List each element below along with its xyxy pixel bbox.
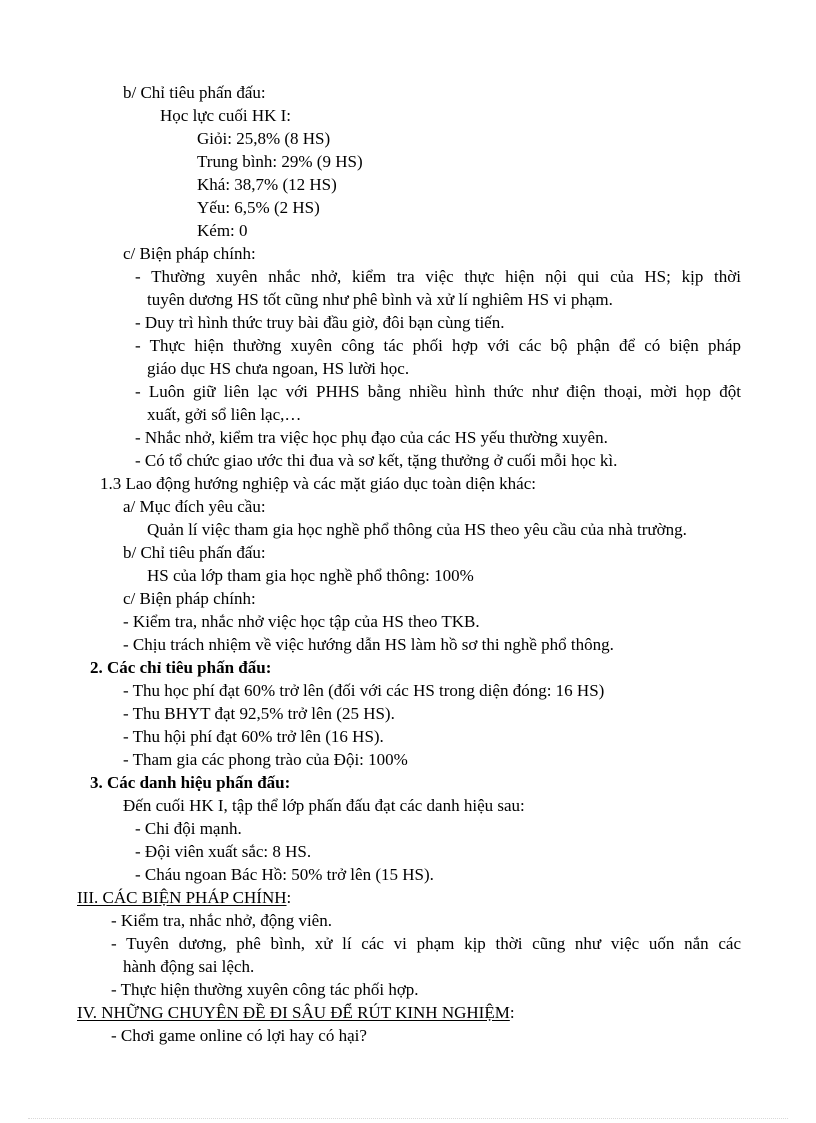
section-1-3-heading: 1.3 Lao động hướng nghiệp và các mặt giáo dục toàn diện khác: (100, 474, 536, 493)
academic-heading: Học lực cuối HK I: (160, 106, 292, 125)
section-iv-heading (77, 1002, 515, 1024)
title-item: - Đội viên xuất sắc: 8 HS. (135, 842, 312, 861)
section-3-heading: 3. Các danh hiệu phấn đấu: (90, 773, 291, 792)
measure-line: giáo dục HS chưa ngoan, HS lười học. (147, 359, 410, 378)
measure-line: - Kiểm tra, nhắc nhở, động viên. (111, 911, 332, 930)
measure-line: xuất, gởi sổ liên lạc,… (147, 405, 302, 424)
measure-line: tuyên dương HS tốt cũng như phê bình và xử lí nghiêm HS vi phạm. (147, 290, 613, 309)
measure-line: - Luôn giữ liên lạc với PHHS bằng nhiều hình thức như điện thoại, mời họp đột (135, 382, 741, 401)
titles-intro: Đến cuối HK I, tập thể lớp phấn đấu đạt các danh hiệu sau: (123, 796, 525, 815)
grade-weak: Yếu: 6,5% (2 HS) (197, 198, 320, 217)
measure-line: - Chịu trách nhiệm về việc hướng dẫn HS làm hồ sơ thi nghề phổ thông. (123, 635, 614, 654)
topic-item: - Chơi game online có lợi hay có hại? (111, 1026, 367, 1045)
measure-line: - Thường xuyên nhắc nhở, kiểm tra việc thực hiện nội qui của HS; kịp thời (135, 267, 741, 286)
targets-heading: b/ Chỉ tiêu phấn đấu: (123, 83, 266, 102)
measure-line: - Tuyên dương, phê bình, xử lí các vi phạm kịp thời cũng như việc uốn nắn các (111, 934, 741, 953)
section-iii-heading (77, 887, 291, 909)
measures-heading: c/ Biện pháp chính: (123, 244, 256, 263)
measure-line: - Có tổ chức giao ước thi đua và sơ kết, tặng thưởng ở cuối mỗi học kì. (135, 451, 618, 470)
measure-line: - Kiểm tra, nhắc nhở việc học tập của HS theo TKB. (123, 612, 480, 631)
target-item: - Thu hội phí đạt 60% trở lên (16 HS). (123, 727, 384, 746)
target-item: - Tham gia các phong trào của Đội: 100% (123, 750, 408, 769)
target-item: - Thu BHYT đạt 92,5% trở lên (25 HS). (123, 704, 395, 723)
measure-line: - Duy trì hình thức truy bài đầu giờ, đôi bạn cùng tiến. (135, 313, 505, 332)
purpose-text: Quản lí việc tham gia học nghề phổ thông của HS theo yêu cầu của nhà trường. (147, 520, 687, 539)
targets-heading: b/ Chỉ tiêu phấn đấu: (123, 543, 266, 562)
grade-poor: Kém: 0 (197, 221, 248, 240)
title-item: - Cháu ngoan Bác Hồ: 50% trở lên (15 HS). (135, 865, 434, 884)
grade-average: Trung bình: 29% (9 HS) (197, 152, 363, 171)
measure-line: hành động sai lệch. (123, 957, 255, 976)
page-bottom-divider (28, 1118, 788, 1119)
section-iii-heading-colon: : (286, 888, 292, 907)
measure-line: - Thực hiện thường xuyên công tác phối hợp. (111, 980, 419, 999)
grade-excellent: Giỏi: 25,8% (8 HS) (197, 129, 331, 148)
section-iv-heading-colon: : (509, 1003, 515, 1022)
measure-line: - Nhắc nhở, kiểm tra việc học phụ đạo của các HS yếu thường xuyên. (135, 428, 608, 447)
grade-good: Khá: 38,7% (12 HS) (197, 175, 337, 194)
section-iv-heading-text: IV. NHỮNG CHUYÊN ĐỀ ĐI SÂU ĐỂ RÚT KINH NGHIỆM (77, 1003, 510, 1022)
measure-line: - Thực hiện thường xuyên công tác phối hợp với các bộ phận để có biện pháp (135, 336, 741, 355)
target-item: - Thu học phí đạt 60% trở lên (đối với các HS trong diện đóng: 16 HS) (123, 681, 605, 700)
measures-heading: c/ Biện pháp chính: (123, 589, 256, 608)
targets-text: HS của lớp tham gia học nghề phổ thông: 100% (147, 566, 474, 585)
purpose-heading: a/ Mục đích yêu cầu: (123, 497, 266, 516)
title-item: - Chi đội mạnh. (135, 819, 242, 838)
section-2-heading: 2. Các chỉ tiêu phấn đấu: (90, 658, 272, 677)
section-iii-heading-text: III. CÁC BIỆN PHÁP CHÍNH (77, 888, 287, 907)
